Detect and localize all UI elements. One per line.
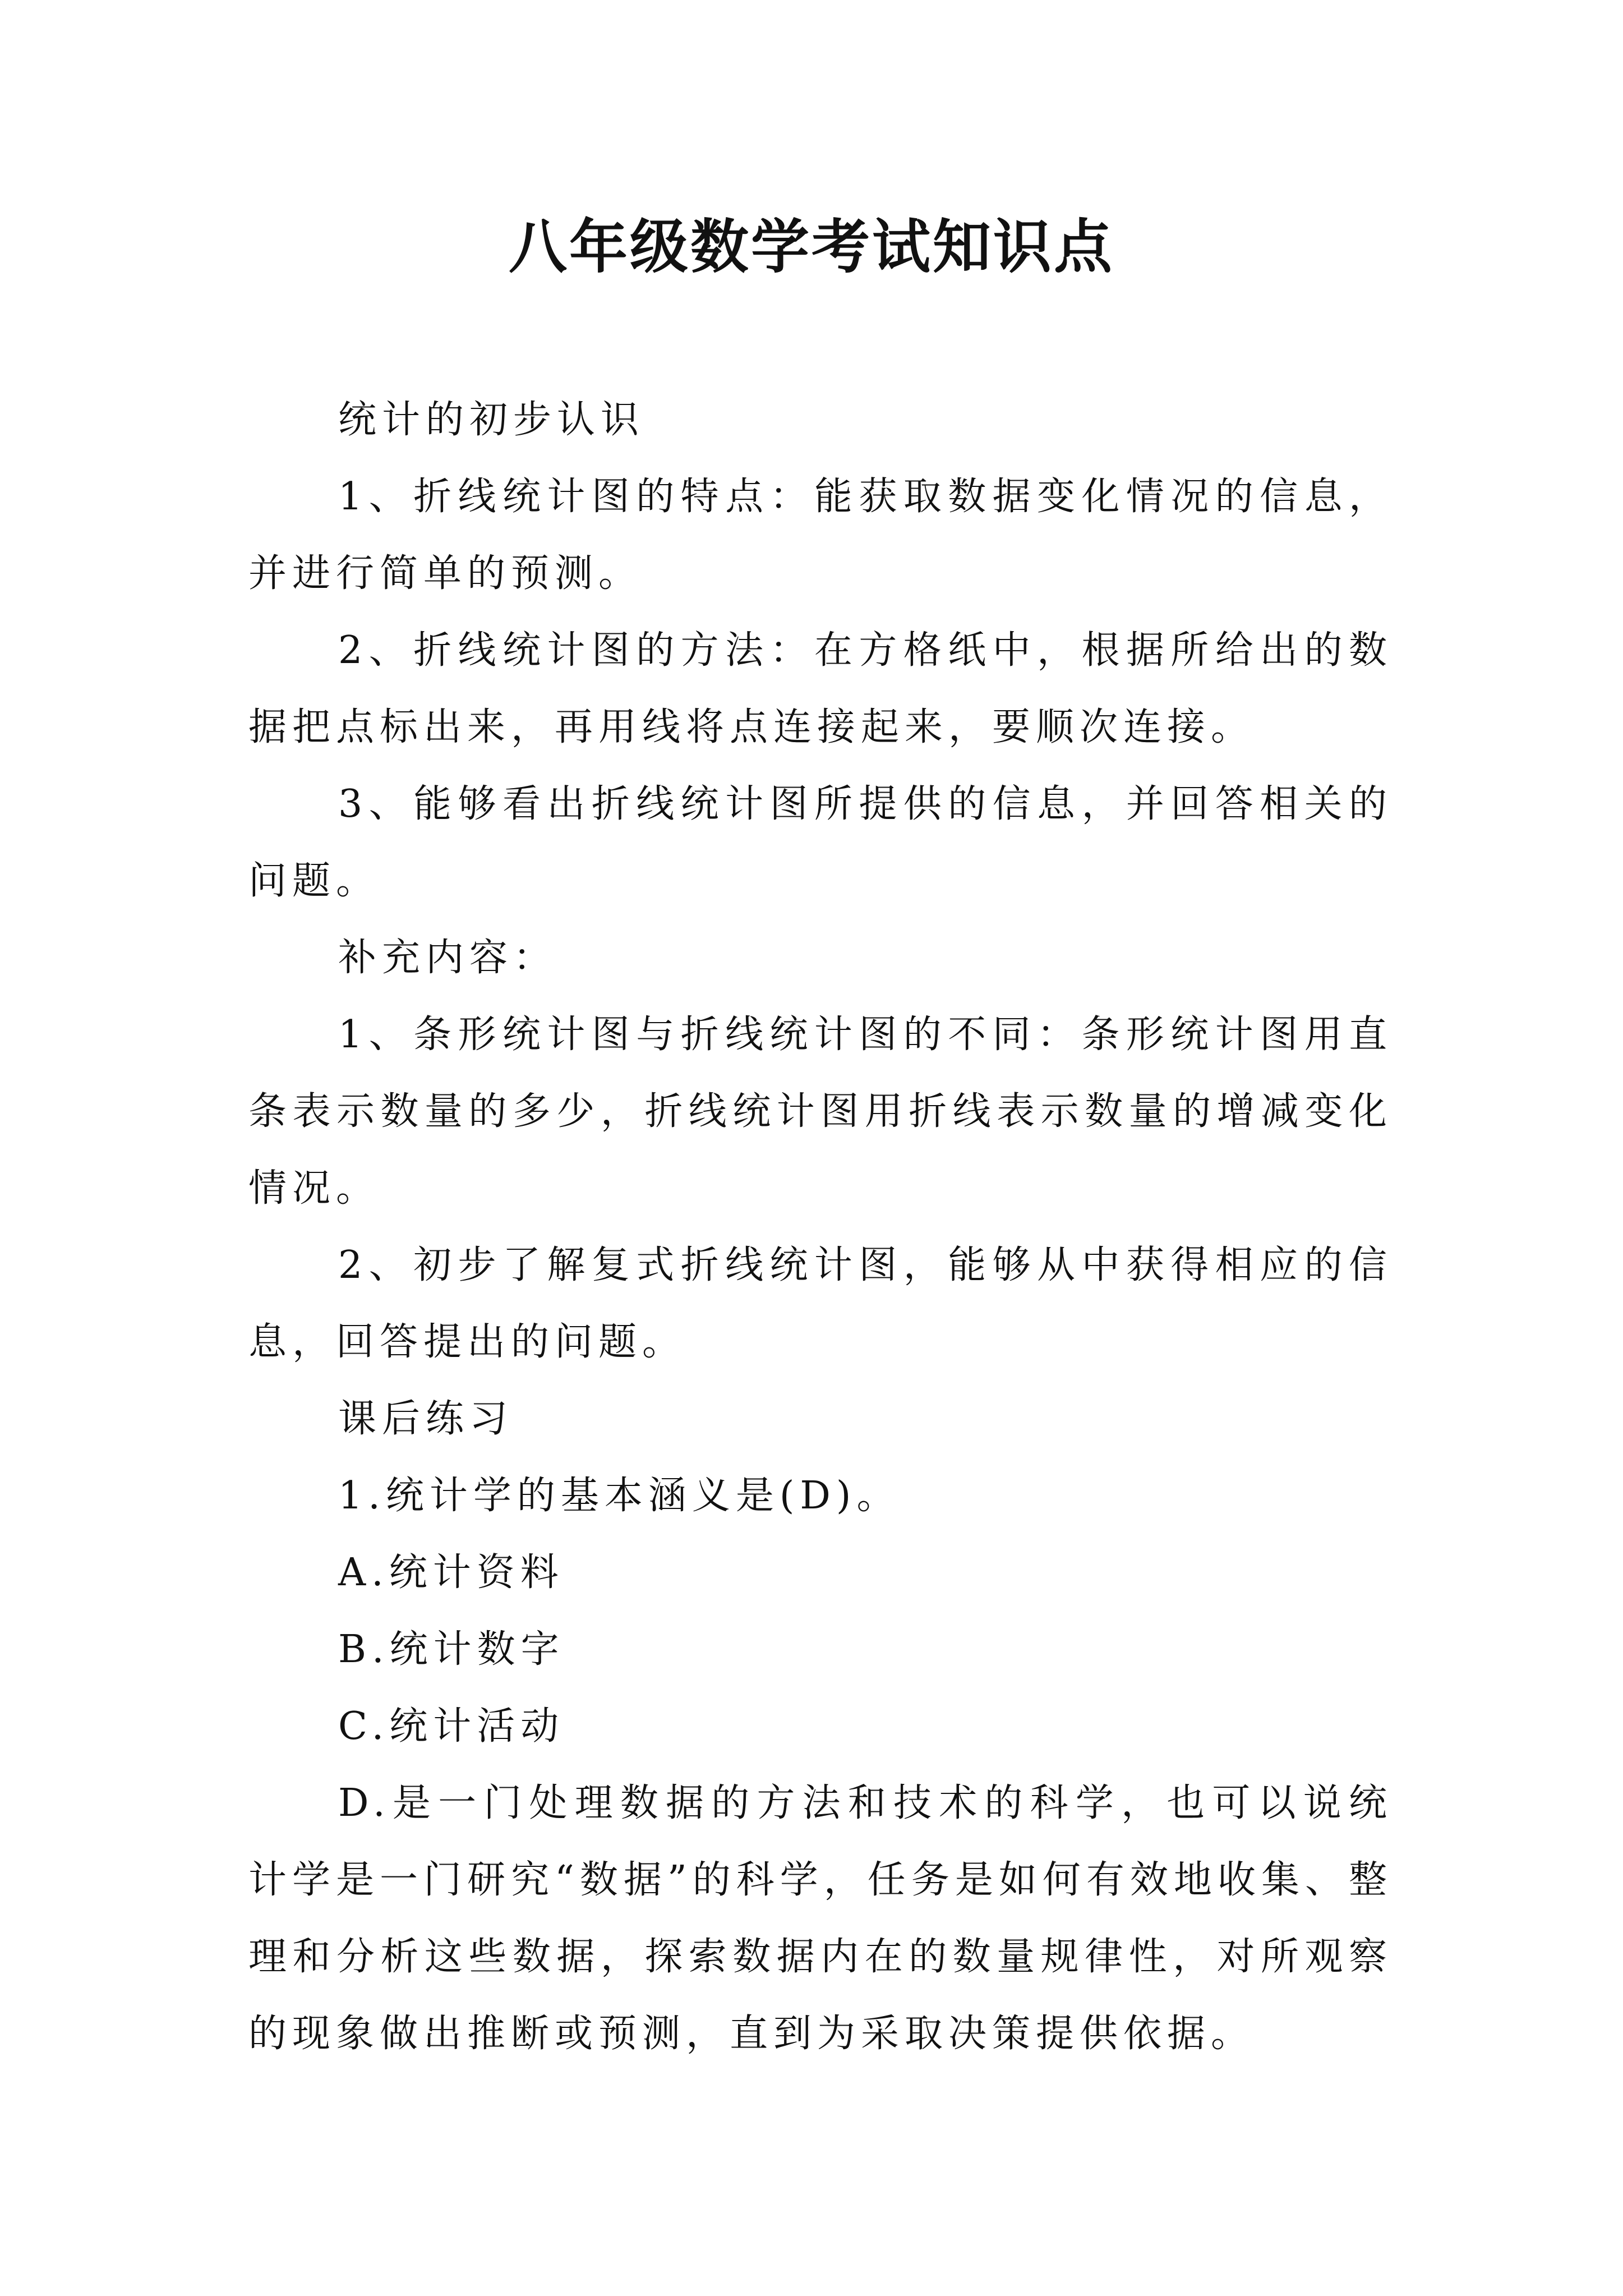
section-heading-statistics: 统计的初步认识: [338, 398, 645, 442]
exercise-option-b: B.统计数字: [338, 1627, 565, 1672]
paragraph-point-3: 3、能够看出折线统计图所提供的信息，并回答相关的问题。: [248, 782, 1393, 903]
paragraph-supplement-2: 2、初步了解复式折线统计图，能够从中获得相应的信息，回答提出的问题。: [248, 1243, 1393, 1364]
document-body: [248, 381, 1393, 2072]
exercise-option-c: C.统计活动: [338, 1704, 565, 1749]
paragraph-point-1: 1、折线统计图的特点：能获取数据变化情况的信息，并进行简单的预测。: [248, 475, 1393, 596]
paragraph-supplement-1: 1、条形统计图与折线统计图的不同：条形统计图用直条表示数量的多少，折线统计图用折线表示数量的增减变化情况。: [248, 1013, 1393, 1211]
section-heading-exercises: 课后练习: [338, 1397, 514, 1441]
section-heading-supplement: 补充内容：: [338, 936, 557, 980]
exercise-option-a: A.统计资料: [338, 1550, 564, 1595]
document-title: 八年级数学考试知识点: [508, 212, 1114, 281]
exercise-option-d: D.是一门处理数据的方法和技术的科学，也可以说统计学是一门研究“数据”的科学，任务是如何有效地收集、整理和分析这些数据，探索数据内在的数量规律性，对所观察的现象做出推断或预测，直到为采取决策提供依据。: [248, 1781, 1393, 2056]
exercise-question-1: 1.统计学的基本涵义是(D)。: [338, 1474, 901, 1518]
paragraph-point-2: 2、折线统计图的方法：在方格纸中，根据所给出的数据把点标出来，再用线将点连接起来，要顺次连接。: [248, 628, 1393, 749]
